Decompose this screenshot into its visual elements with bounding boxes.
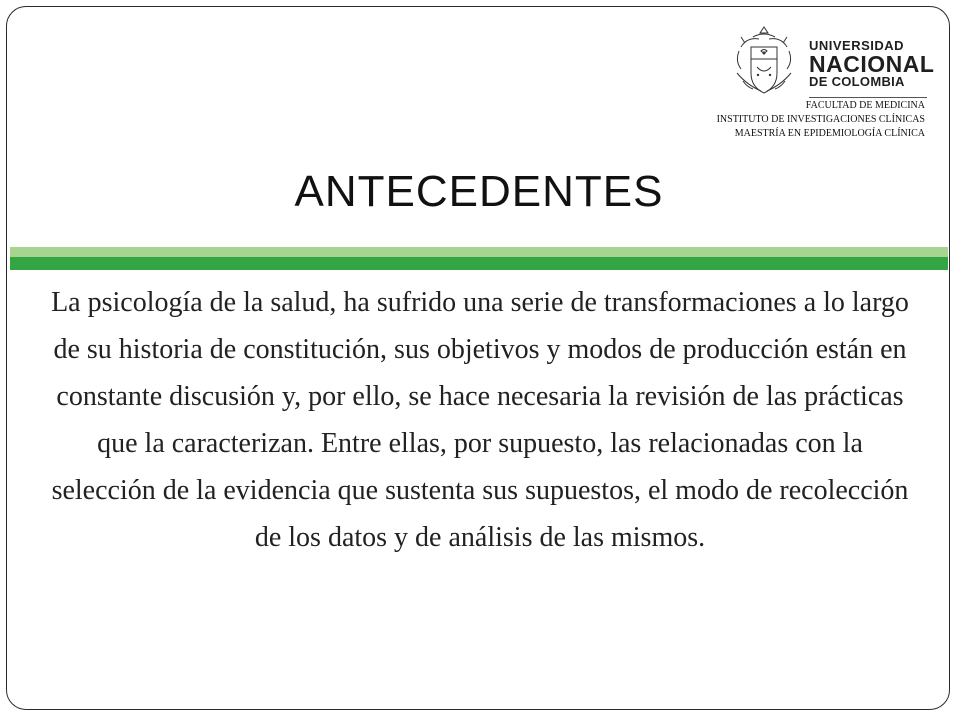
logo-line-nacional: NACIONAL bbox=[809, 51, 935, 77]
logo-divider bbox=[809, 97, 927, 98]
coat-of-arms-icon bbox=[731, 23, 797, 101]
faculty-name: FACULTAD DE MEDICINA bbox=[805, 100, 925, 111]
slide-body-text: La psicología de la salud, ha sufrido una serie de transformaciones a lo largo de su historia de constitución, sus objetivos y modos de producción están en constante discusión y, por ello, se hace necesaria la revisión de las prácticas que la caracterizan. Entre ellas, por supuesto, las relacionadas con la selección de la evidencia que sustenta sus supuestos, el modo de recolección de los datos y de análisis de las mismos. bbox=[51, 287, 909, 553]
logo-wordmark bbox=[809, 39, 934, 89]
institution-info bbox=[717, 99, 925, 141]
program-name: MAESTRÍA EN EPIDEMIOLOGÍA CLÍNICA bbox=[734, 128, 925, 139]
accent-bar-light bbox=[10, 247, 948, 257]
logo-line-universidad: UNIVERSIDAD bbox=[809, 38, 905, 53]
logo-line-colombia: DE COLOMBIA bbox=[809, 74, 905, 89]
slide-title: ANTECEDENTES bbox=[294, 167, 664, 216]
slide-header bbox=[7, 7, 951, 247]
slide-frame bbox=[6, 6, 950, 710]
accent-bar-dark bbox=[10, 257, 948, 270]
university-logo bbox=[729, 21, 935, 105]
institute-name: INSTITUTO DE INVESTIGACIONES CLÍNICAS bbox=[716, 114, 925, 125]
